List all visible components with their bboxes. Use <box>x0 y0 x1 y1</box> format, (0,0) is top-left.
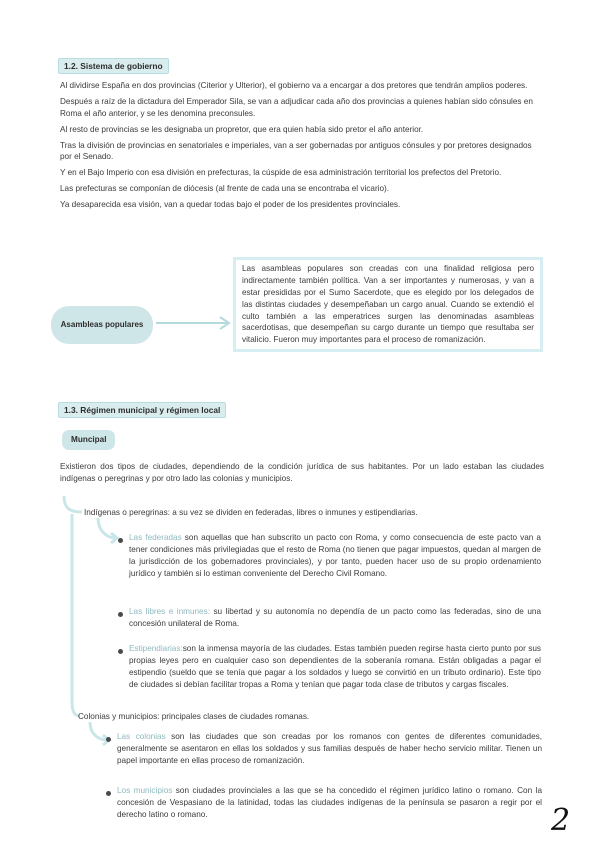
paragraph: Las prefecturas se componían de diócesis (al frente de cada una se encontraba el vicario). <box>60 184 390 194</box>
list-item-colonias <box>117 731 542 767</box>
asambleas-label: Asambleas populares <box>51 306 153 344</box>
section-heading-1-2: 1.2. Sistema de gobierno <box>58 58 169 74</box>
bullet-icon <box>118 538 123 543</box>
tree-connector <box>84 722 114 746</box>
group-indigenas-title: Indígenas o peregrinas: a su vez se dividen en federadas, libres o inmunes y estipendiarias. <box>84 508 418 517</box>
bullet-icon <box>106 737 111 742</box>
term-federadas: Las federadas <box>129 533 182 542</box>
list-item-federadas <box>129 532 541 580</box>
paragraph: Tras la división de provincias en senatoriales e imperiales, van a ser gobernadas por antiguos cónsules y por pretores designados por el Senado. <box>60 140 532 162</box>
municipal-subheading: Muncipal <box>62 430 115 450</box>
desc-colonias: son las ciudades que son creadas por los romanos con gentes de diferentes comunidades, generalmente se asentaron en ellas los soldados y sus familias después de haber hecho servicio militar. Tienen un papel importante en ellas proceso de romanización. <box>117 732 542 765</box>
term-libres: Las libres e inmunes: <box>129 607 210 616</box>
desc-estipendiarias: son la inmensa mayoría de las ciudades. Estas también pueden regirse hasta cierto punto por sus propias leyes pero en cualquier caso son dependientes de la soberanía romana. Están obligadas a pagar el estipendio (sueldo que se tenía que pagar a los soldados y luego se convirtió en un tributo ordinario). Este tipo de ciudades si debían facilitar tropas a Roma y tenían que pagar toda clase de tributos y cargas fiscales. <box>129 644 541 689</box>
paragraph: Después a raíz de la dictadura del Emperador Sila, se van a adjudicar cada año dos provincias a quienes habían sido cónsules en Roma el año anterior, y se les denomina preconsules. <box>60 96 533 118</box>
paragraph: Y en el Bajo Imperio con esa división en prefecturas, la cúspide de esa administración territorial los prefectos del Pretorio. <box>60 168 502 178</box>
cities-intro: Existieron dos tipos de ciudades, dependiendo de la condición jurídica de sus habitantes. Por un lado estaban las ciudades indígenas o peregrinas y por otro lado las colonias y municipios. <box>60 462 544 483</box>
desc-libres: su libertad y su autonomía no dependía de un pacto como las federadas, sino de una concesión unilateral de Roma. <box>129 607 542 628</box>
term-estipendiarias: Estipendiarias: <box>129 644 183 653</box>
bullet-icon <box>118 649 123 654</box>
paragraph: Al resto de provincias se les designaba un propretor, que era quien había sido pretor el año anterior. <box>60 124 424 134</box>
term-colonias: Las colonias <box>117 732 166 741</box>
bullet-icon <box>118 612 123 617</box>
bullet-icon <box>106 791 111 796</box>
term-municipios: Los municipios <box>117 786 173 795</box>
tree-connector <box>60 496 130 726</box>
section-heading-1-3: 1.3. Régimen municipal y régimen local <box>58 402 226 418</box>
paragraph: Ya desaparecida esa visión, van a quedar todas bajo el poder de los presidentes provinciales. <box>60 200 401 210</box>
arrow-icon <box>156 316 232 330</box>
desc-federadas: son aquellas que han subscrito un pacto con Roma, y como consecuencia de este pacto van a tener condiciones más privilegiadas que el resto de Roma (no tienen que pagar impuestos, quedan al margen de la jurisdicción de los gobernadores provinciales), y por tanto, pueden hacer uso de su propio ordenamiento jurídico y también si lo estiman conveniente del Derecho Civil Romano. <box>129 533 541 578</box>
list-item-estipendiarias <box>129 643 541 691</box>
list-item-libres <box>129 606 541 630</box>
government-text <box>60 80 545 215</box>
list-item-municipios <box>117 785 542 821</box>
page-number: 2 <box>551 803 571 838</box>
group-colonias-title: Colonias y municipios: principales clases de ciudades romanas. <box>78 712 310 721</box>
asambleas-box: Las asambleas populares son creadas con una finalidad religiosa pero indirectamente también política. Van a ser importantes y numerosas, y van a estar presididas por el Sumo Sacerdote, que es elegido por los delegados de las distintas ciudades y desempeñaban un cargo anual. Cuando se extendió el culto también a las emperatrices surgen las denominadas asambleas sacerdotisas, que desempeñan su cargo durante un tiempo que resultaba ser vitalicio. Fueron muy importantes para el proceso de romanización. <box>233 257 543 352</box>
desc-municipios: son ciudades provinciales a las que se ha concedido el régimen jurídico latino o romano. Con la concesión de Vespasiano de la latinidad, todas las ciudades indígenas de la península se pasaron a regir por el derecho latino o romano. <box>117 786 542 819</box>
paragraph: Al dividirse España en dos provincias (Citerior y Ulterior), el gobierno va a encargar a dos pretores que tendrán amplios poderes. <box>60 81 528 90</box>
